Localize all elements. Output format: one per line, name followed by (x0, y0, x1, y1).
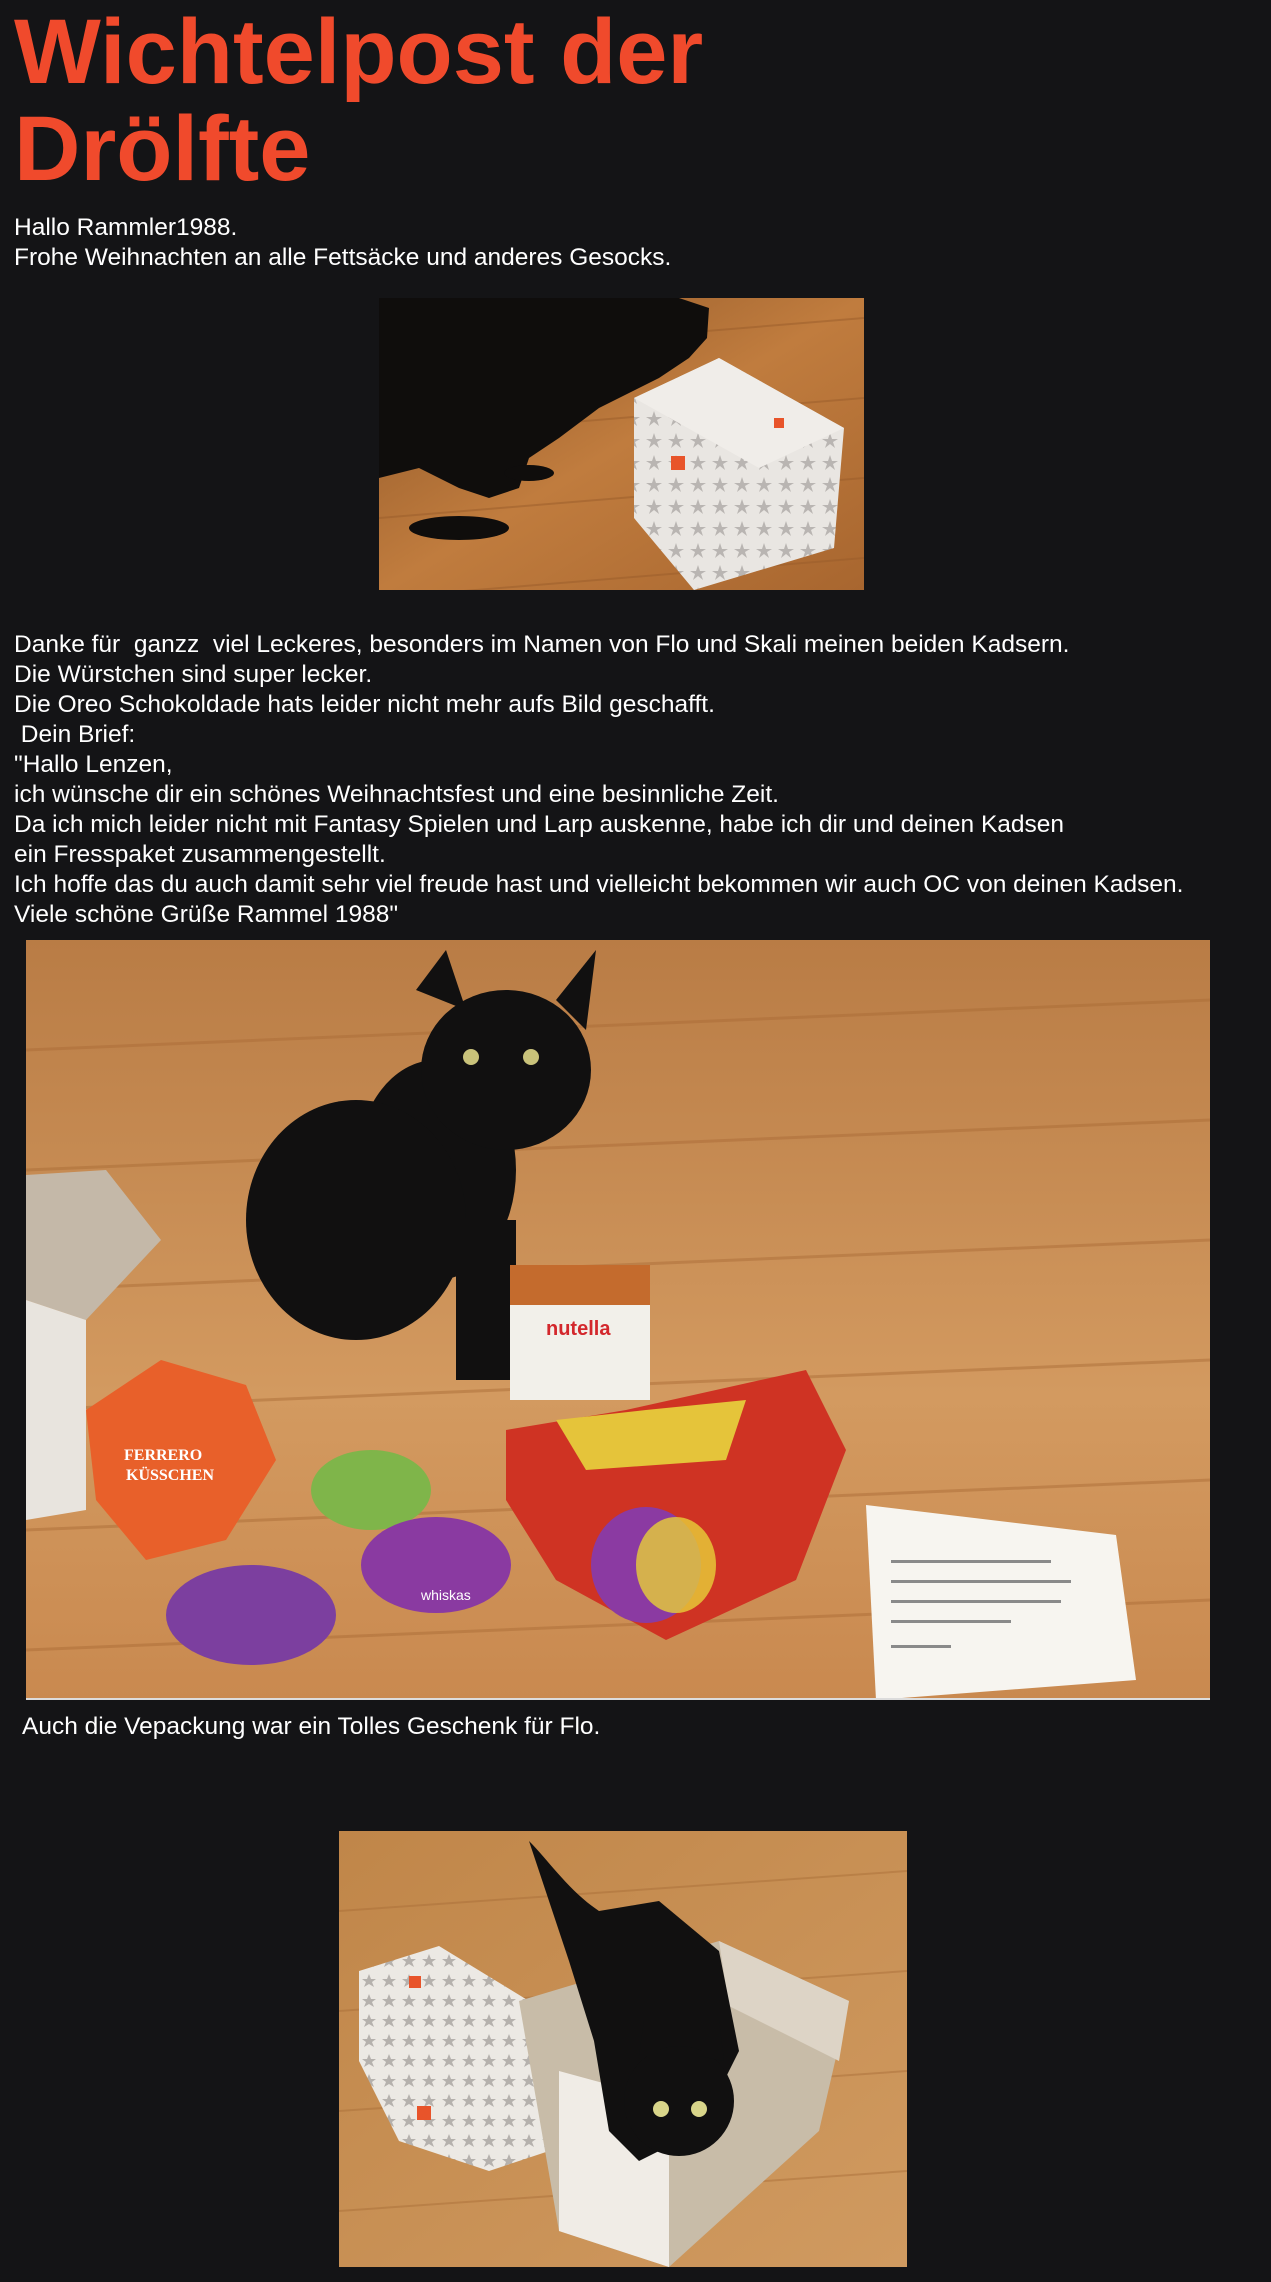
photo-cat-with-gift-box-image (379, 298, 864, 590)
intro-line-wishes: Frohe Weihnachten an alle Fettsäcke und anderes Gesocks. (14, 244, 672, 271)
letter-line: Da ich mich leider nicht mit Fantasy Spielen und Larp auskenne, habe ich dir und deinen Kadsen (14, 811, 1065, 838)
letter-text (14, 630, 1183, 930)
whiskas-label: whiskas (421, 1587, 471, 1603)
photo-divider (26, 1698, 1210, 1700)
photo-cat-with-gift-box (379, 298, 864, 590)
photo-cat-with-treats (26, 940, 1210, 1700)
intro-text (14, 213, 671, 273)
ferrero-label: FERRERO (124, 1447, 203, 1464)
letter-line: Die Würstchen sind super lecker. (14, 661, 373, 688)
letter-line: ich wünsche dir ein schönes Weihnachtsfest und eine besinnliche Zeit. (14, 781, 779, 808)
letter-line: Dein Brief: (14, 721, 136, 748)
letter-line: Viele schöne Grüße Rammel 1988" (14, 901, 399, 928)
letter-line: Ich hoffe das du auch damit sehr viel freude hast und vielleicht bekommen wir auch OC von deinen Kadsen. (14, 871, 1184, 898)
photo-cat-with-treats-image (26, 940, 1210, 1700)
page-title-line-1: Wichtelpost der (14, 1, 704, 103)
letter-line: Danke für ganzz viel Leckeres, besonders im Namen von Flo und Skali meinen beiden Kadsern. (14, 631, 1070, 658)
letter-line: "Hallo Lenzen, (14, 751, 173, 778)
page-title-line-2: Drölfte (14, 98, 311, 200)
letter-line: Die Oreo Schokoldade hats leider nicht mehr aufs Bild geschafft. (14, 691, 715, 718)
ferrero-label-2: KÜSSCHEN (126, 1467, 215, 1484)
page-title (14, 1, 704, 200)
photo-caption: Auch die Vepackung war ein Tolles Geschenk für Flo. (22, 1713, 601, 1740)
letter-line: ein Fresspaket zusammengestellt. (14, 841, 386, 868)
photo-cat-in-box (339, 1831, 907, 2267)
intro-line-greeting: Hallo Rammler1988. (14, 214, 238, 241)
photo-cat-in-box-image (339, 1831, 907, 2267)
nutella-label: nutella (546, 1318, 611, 1340)
